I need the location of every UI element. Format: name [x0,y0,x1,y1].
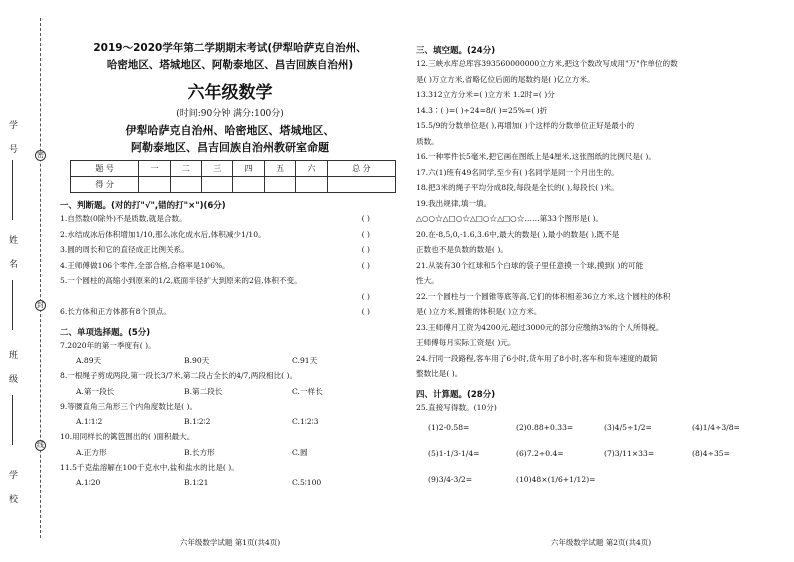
judge-question: 6.长方体和正方体都有8个顶点。 ( ) [60,304,400,320]
choice-question: 10.用同样长的篱笆围出的( )面积最大。 [60,432,195,441]
judge-question: 4.王师傅做106个零件,全部合格,合格率是106%。 ( ) [60,258,400,274]
class-label: 班 级 [7,350,17,389]
choice-options: A.第一段长 B.第二段长 C.一样长 [76,386,323,396]
student-id-label: 学 号 [7,120,17,159]
calc-item[interactable]: (3)4/5÷1/2= [604,423,652,432]
calc-item[interactable]: (10)48×(1/6+1/12)= [516,475,596,484]
fill-question-line: 22.一个圆柱与一个圆锥等底等高,它们的体积相差36立方米,这个圆柱的体积 [416,291,671,301]
fill-question-line: 13.312立方分米=( )立方米 1.2时=( )分 [416,90,555,99]
fill-question-line: △○○☆△□○☆△□○☆△□○☆……第33个图形是( )。 [416,214,604,223]
seal-line [40,18,41,538]
answer-blank[interactable]: ( ) [361,229,370,239]
page-footer: 六年级数学试题 第2页(共4页) [550,538,652,547]
score-table: 题 号 一 二 三 四 五 六 总 分 得 分 [70,160,396,193]
fill-question-list [416,56,786,382]
choice-options: A.1∶20 B.1∶21 C.5∶100 [76,478,322,487]
calc-item[interactable]: (7)3/11×33= [604,449,655,458]
exam-page-1 [60,0,400,562]
fill-question-line: 整数比是( )。 [416,369,463,378]
fill-question-line: 16.一种零件长5毫米,把它画在图纸上是4厘米,这张图纸的比例尺是( )。 [416,152,656,161]
calc-item[interactable]: (9)3/4-3/2= [428,475,473,484]
name-label: 姓 名 [7,235,17,274]
answer-blank[interactable]: ( ) [361,260,370,270]
school-label: 学 校 [7,470,17,509]
choice-options: A.正方形 B.长方形 C.圆 [76,447,308,457]
binding-margin [0,0,58,562]
calc-title: 25.直接写得数。(10分) [416,402,497,412]
judge-question: 5.一个圆柱的高缩小到原来的1/2,底面半径扩大到原来的2倍,体积不变。 [60,276,302,285]
fill-question-line: 质数。 [416,136,439,146]
calc-item[interactable]: (4)1/4÷3/8= [692,423,740,432]
calc-item[interactable] [692,467,780,493]
calc-item[interactable]: (2)0.88+0.33= [516,423,574,432]
choice-question: 11.5千克盐溶解在100千克水中,盐和盐水的比是( )。 [60,462,239,472]
judge-question: 1.自然数(0除外)不是质数,就是合数。 ( ) [60,211,400,227]
judge-question [60,289,400,305]
seal-mark: 密 [37,151,44,159]
calc-item[interactable] [604,467,692,493]
calc-item[interactable]: (8)4÷35= [692,449,730,458]
choice-options: A.1∶1∶2 B.1∶2∶2 C.1∶2∶3 [76,417,319,426]
calc-row [416,467,786,493]
judge-question: 2.水结成冰后体积增加1/10,那么冰化成水后,体积减少1/10。 ( ) [60,227,400,243]
section-heading: 三、填空题。(24分) [416,46,496,56]
fill-question-line: 12.三峡水库总库容393560000000立方米,把这个数改写成用"万"作单位的数 [416,59,678,68]
section-heading: 四、计算题。(28分) [416,389,496,400]
seal-mark: 封 [37,301,44,309]
exam-meta: (时间:90分钟 满分:100分) [176,109,284,119]
fill-question-line: 21.从装有30个红球和5个白球的袋子里任意摸一个球,摸到( )的可能 [416,260,644,270]
exam-organizer: 伊犁哈萨克自治州、哈密地区、塔城地区、 阿勒泰地区、昌吉回族自治州教研室命题 [125,124,335,154]
fill-question-line: 19.我出规律,填一填。 [416,198,492,208]
fill-question-line: 正数也不是负数的数是( )。 [416,245,508,254]
calc-item[interactable]: (1)2-0.58= [428,423,470,432]
calc-row [416,415,786,441]
choice-question: 8.一根绳子剪成两段,第一段长3/7米,第二段占全长的4/7,两段相比( )。 [60,371,298,380]
calc-item[interactable]: (6)7.2÷0.4= [516,449,564,458]
choice-question: 9.等腰直角三角形三个内角度数比是( )。 [60,401,198,411]
fill-question-line: 15.5/9的分数单位是( ),再增加( )个这样的分数单位正好是最小的 [416,121,635,130]
exam-page-2 [416,0,786,562]
choice-options: A.89天 B.90天 C.91天 [76,356,318,365]
subject-title: 六年级数学 [187,83,273,103]
fill-question-line: 是( )立方米,圆锥的体积是( )立方米。 [416,307,542,316]
answer-blank[interactable]: ( ) [361,307,370,316]
fill-question-line: 20.在-8,5,0,-1.6,3.6中,最大的数是( ),最小的数是( ),既不是 [416,229,620,239]
answer-blank[interactable]: ( ) [361,214,370,223]
calc-grid [416,415,786,493]
exam-title: 2019～2020学年第二学期期末考试(伊犁哈萨克自治州、 哈密地区、塔城地区、阿勒泰地区、昌吉回族自治州) [93,42,367,71]
section-heading: 二、单项选择题。(5分) [60,327,151,338]
answer-blank[interactable]: ( ) [361,291,370,301]
seal-mark: 线 [37,441,44,449]
section-heading: 一、判断题。(对的打"√",错的打"×")(6分) [60,201,226,211]
fill-question-line: 性大。 [416,276,439,285]
calc-row [416,441,786,467]
fill-question-line: 17.六(1)班有49名同学,至少有( )名同学是同一个月出生的。 [416,167,619,177]
fill-question-line: 23.王师傅月工资为4200元,超过3000元的部分应缴纳3%的个人所得税。 [416,322,664,332]
fill-question-line: 是( )万立方米,省略亿位后面的尾数约是( )亿立方米。 [416,74,595,84]
fill-question-line: 王师傅每月实际工资是( )元。 [416,338,516,347]
page-footer: 六年级数学试题 第1页(共4页) [179,538,281,547]
calc-item[interactable]: (5)1-1/3-1/4= [428,449,480,458]
choice-question: 7.2020年的第一季度有( )。 [60,340,156,350]
fill-question-line: 24.行同一段路程,客车用了6小时,货车用了8小时,客车和货车速度的最简 [416,353,658,363]
fill-question-line: 14.3∶( )=( )÷24=8/( )=25%=( )折 [416,105,548,115]
judge-question: 3.圆的周长和它的直径成正比例关系。 ( ) [60,242,400,258]
answer-blank[interactable]: ( ) [361,245,370,254]
fill-question-line: 18.把3米的绳子平均分成8段,每段是全长的( ),每段长( )米。 [416,183,619,192]
